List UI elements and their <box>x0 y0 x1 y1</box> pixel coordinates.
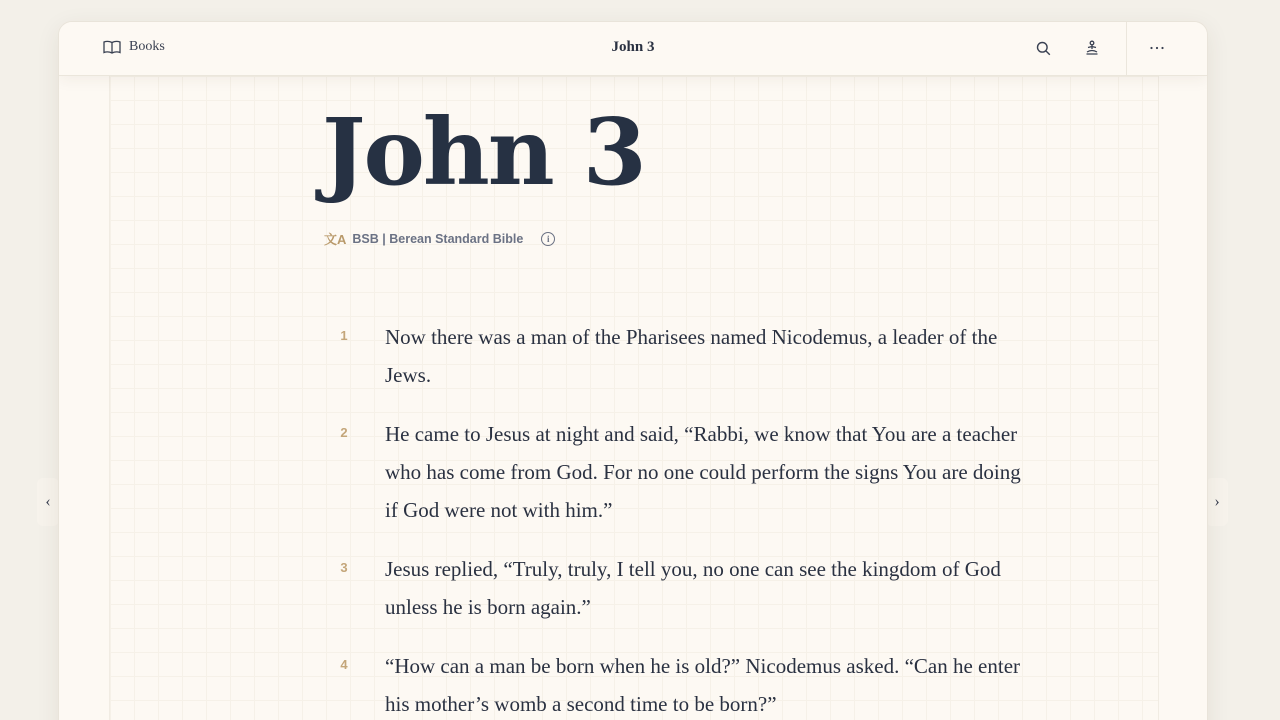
info-icon[interactable]: i <box>541 232 555 246</box>
verse-number: 3 <box>340 560 348 575</box>
more-icon <box>1149 46 1165 50</box>
verse-text: Now there was a man of the Pharisees named Nicodemus, a leader of the Jews. <box>385 325 998 387</box>
reader-window <box>58 21 1208 720</box>
search-icon <box>1036 41 1051 56</box>
chevron-right-icon: › <box>1214 493 1220 510</box>
next-chapter-button[interactable] <box>1206 478 1228 526</box>
verse-number: 2 <box>340 425 348 440</box>
page-title: John 3 <box>611 39 655 55</box>
books-label: Books <box>129 39 165 54</box>
search-button[interactable] <box>1033 38 1053 58</box>
chevron-left-icon: ‹ <box>45 493 51 510</box>
translation-selector[interactable] <box>324 229 555 248</box>
translation-label: BSB | Berean Standard Bible <box>352 231 524 246</box>
more-button[interactable] <box>1147 38 1167 58</box>
chapter-content <box>109 76 1159 720</box>
verse-text: “How can a man be born when he is old?” Nicodemus asked. “Can he enter his mother’s womb a second time to be born?” <box>385 654 1021 716</box>
chapter-title: John 3 <box>322 98 645 206</box>
verse-number: 4 <box>340 657 348 672</box>
verse-number: 1 <box>340 328 348 343</box>
verse[interactable] <box>334 550 1034 626</box>
translate-icon: 文A <box>324 232 347 247</box>
previous-chapter-button[interactable] <box>37 478 59 526</box>
verse-list <box>334 318 1034 720</box>
verse[interactable] <box>334 415 1034 529</box>
top-bar <box>59 22 1207 76</box>
meditate-icon <box>1084 40 1100 56</box>
verse[interactable] <box>334 318 1034 394</box>
meditate-button[interactable] <box>1082 38 1102 58</box>
toolbar-divider <box>1126 22 1127 76</box>
verse[interactable] <box>334 647 1034 720</box>
verse-text: Jesus replied, “Truly, truly, I tell you, no one can see the kingdom of God unless he is born again.” <box>385 557 1001 619</box>
verse-text: He came to Jesus at night and said, “Rabbi, we know that You are a teacher who has come from God. For no one could perform the signs You are doing if God were not with him.” <box>385 422 1021 522</box>
